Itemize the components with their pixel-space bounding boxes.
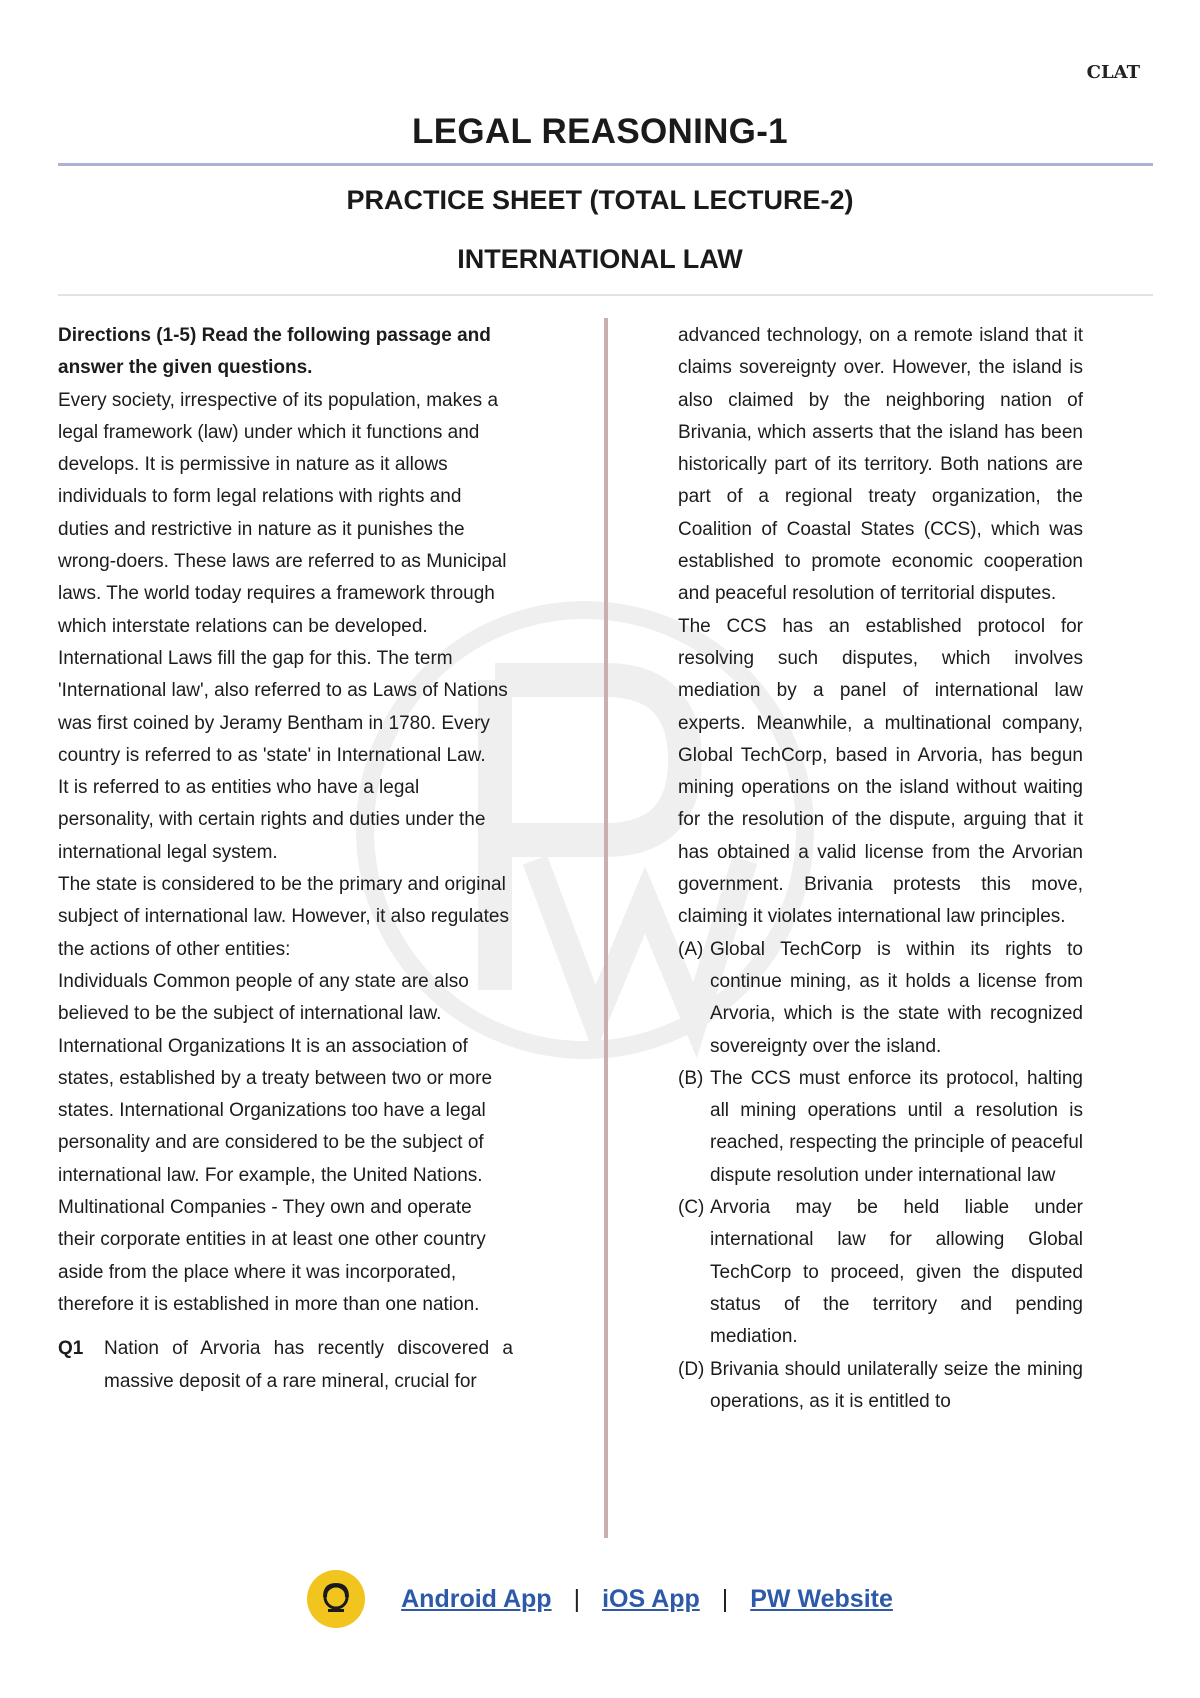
question-continuation: advanced technology, on a remote island that it claims sovereignty over. However, the island is also claimed by the neighboring nation of Brivania, which asserts that the island has been historically part of its territory. Both nations are part of a regional treaty organization, the Coalition of Coastal States (CCS), which was established to promote economic cooperation and peaceful resolution of territorial disputes. <box>678 325 1083 605</box>
option-a[interactable] <box>678 934 1083 1063</box>
question-paragraph: The CCS has an established protocol for resolving such disputes, which involves mediation by a panel of international law experts. Meanwhile, a multinational company, Global TechCorp, based in Arvoria, has begun mining operations on the island without waiting for the resolution of the dispute, arguing that it has obtained a valid license from the Arvorian government. Brivania protests this move, claiming it violates international law principles. <box>678 615 1083 928</box>
option-label: (A) <box>678 938 704 960</box>
passage-paragraph: It is referred to as entities who have a legal personality, with certain rights and duties under the international legal system. <box>58 777 486 863</box>
footer-links <box>0 1567 1200 1631</box>
footer-separator: | <box>573 1584 581 1613</box>
option-text: Arvoria may be held liable under international law for allowing Global TechCorp to proceed, given the disputed status of the territory and pending mediation. <box>710 1197 1083 1348</box>
right-column <box>678 320 1083 1418</box>
option-label: (B) <box>678 1067 704 1089</box>
option-text: The CCS must enforce its protocol, halting all mining operations until a resolution is reached, respecting the principle of peaceful dispute resolution under international law <box>710 1067 1083 1186</box>
android-app-link[interactable]: Android App <box>401 1584 552 1613</box>
footer-separator: | <box>721 1584 729 1613</box>
practice-sheet-subtitle: PRACTICE SHEET (TOTAL LECTURE-2) <box>346 185 854 215</box>
option-text: Brivania should unilaterally seize the mining operations, as it is entitled to <box>710 1358 1083 1412</box>
pw-logo-icon <box>307 1570 365 1628</box>
passage-paragraph: Individuals Common people of any state are also believed to be the subject of international law. <box>58 970 469 1025</box>
left-column <box>58 320 513 1398</box>
topic-heading: INTERNATIONAL LAW <box>457 244 743 274</box>
passage-paragraph: Multinational Companies - They own and operate their corporate entities in at least one other country aside from the place where it was incorporated, therefore it is established in more than one nation. <box>58 1197 486 1315</box>
header-divider <box>58 294 1153 296</box>
option-text: Global TechCorp is within its rights to continue mining, as it holds a license from Arvoria, which is the state with recognized sovereignty over the island. <box>710 938 1083 1057</box>
question-1 <box>58 1333 513 1398</box>
passage-paragraph: International Organizations It is an association of states, established by a treaty between two or more states. International Organizations too have a legal personality and are considered to be the subject of international law. For example, the United Nations. <box>58 1035 493 1186</box>
option-label: (C) <box>678 1197 705 1219</box>
ios-app-link[interactable]: iOS App <box>602 1584 700 1613</box>
directions-text: Directions (1-5) Read the following passage and answer the given questions. <box>58 325 491 379</box>
page-title: LEGAL REASONING-1 <box>412 112 788 151</box>
pw-website-link[interactable]: PW Website <box>750 1584 893 1613</box>
question-number: Q1 <box>58 1338 84 1360</box>
option-label: (D) <box>678 1358 705 1380</box>
exam-label: CLAT <box>1086 62 1140 83</box>
option-c[interactable] <box>678 1192 1083 1353</box>
passage-paragraph: Every society, irrespective of its population, makes a legal framework (law) under which it functions and develops. It is permissive in nature as it allows individuals to form legal relations with rights and duties and restrictive in nature as it punishes the wrong-doers. These laws are referred to as Municipal laws. The world today requires a framework through which interstate relations can be developed. International Laws fill the gap for this. The term 'International law', also referred to as Laws of Nations was first coined by Jeramy Bentham in 1780. Every country is referred to as 'state' in International Law. <box>58 389 508 766</box>
option-d[interactable] <box>678 1354 1083 1419</box>
title-divider <box>58 163 1153 166</box>
question-text: Nation of Arvoria has recently discovered a massive deposit of a rare mineral, crucial for <box>104 1338 513 1392</box>
column-divider <box>604 318 608 1538</box>
passage-paragraph: The state is considered to be the primary and original subject of international law. However, it also regulates the actions of other entities: <box>58 874 509 960</box>
option-b[interactable] <box>678 1063 1083 1192</box>
